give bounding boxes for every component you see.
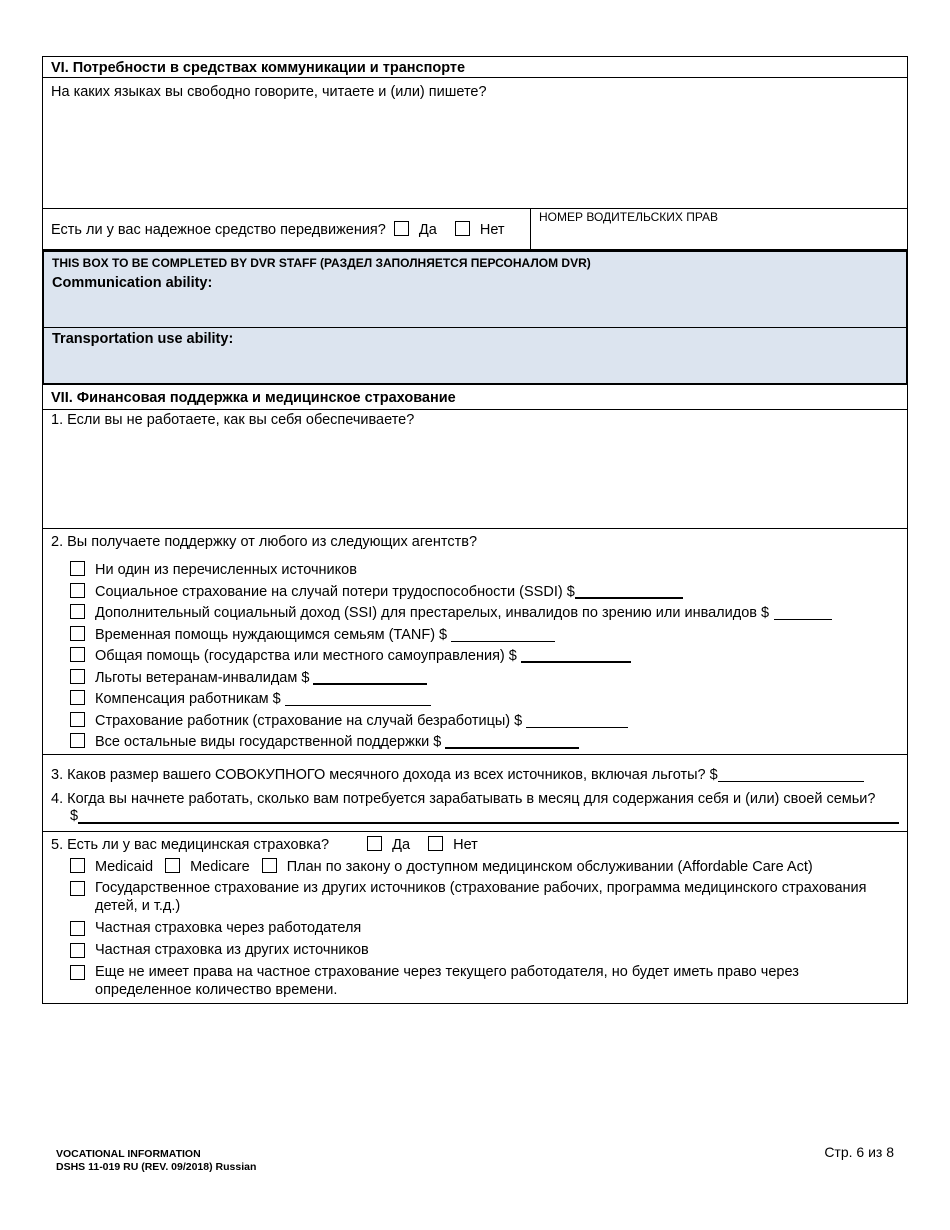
- agency-label: Дополнительный социальный доход (SSI) для престарелых, инвалидов по зрению или инвалидов $: [95, 605, 770, 621]
- private-insurance-checkbox[interactable]: [70, 943, 85, 958]
- q2-question: 2. Вы получаете поддержку от любого из следующих агентств?: [51, 534, 478, 550]
- agency-checkbox[interactable]: [70, 712, 85, 727]
- employer-insurance-label: Частная страховка через работодателя: [95, 920, 362, 936]
- q1-field[interactable]: [42, 410, 908, 529]
- agency-checkbox[interactable]: [70, 647, 85, 662]
- license-field[interactable]: [531, 209, 907, 249]
- q5-block: [42, 832, 908, 1004]
- footer-title: VOCATIONAL INFORMATION: [56, 1148, 201, 1160]
- agency-checkbox[interactable]: [70, 583, 85, 598]
- agency-item: [70, 646, 907, 668]
- not-eligible-label: Еще не имеет права на частное страхование через текущего работодателя, но будет иметь право через определенное количество времени.: [95, 964, 799, 998]
- languages-field[interactable]: [42, 78, 908, 209]
- agency-item: [70, 560, 907, 582]
- communication-ability-field[interactable]: [44, 252, 906, 328]
- insurance-option: [43, 941, 907, 959]
- aca-label: План по закону о доступном медицинском обслуживании (Affordable Care Act): [286, 859, 813, 875]
- not-eligible-checkbox[interactable]: [70, 965, 85, 980]
- transport-question: Есть ли у вас надежное средство передвижения?: [51, 222, 386, 238]
- q3-question: 3. Каков размер вашего СОВОКУПНОГО месячного дохода из всех источников, включая льготы? $: [51, 767, 718, 783]
- transport-yes-checkbox[interactable]: [394, 221, 409, 236]
- unemployment-amount-field[interactable]: [526, 712, 628, 728]
- q4-amount-field[interactable]: [78, 807, 899, 824]
- medicare-label: Medicare: [190, 859, 250, 875]
- section-6-title: VI. Потребности в средствах коммуникации и транспорте: [42, 56, 908, 78]
- veterans-amount-field[interactable]: [313, 668, 427, 685]
- workers-comp-amount-field[interactable]: [285, 690, 431, 706]
- agency-checkbox[interactable]: [70, 690, 85, 705]
- agency-checkbox[interactable]: [70, 604, 85, 619]
- agency-label: Все остальные виды государственной поддержки $: [95, 734, 442, 750]
- general-aid-amount-field[interactable]: [521, 646, 631, 663]
- ssdi-amount-field[interactable]: [575, 582, 683, 599]
- agency-label: Льготы ветеранам-инвалидам $: [95, 669, 310, 686]
- aca-checkbox[interactable]: [262, 858, 277, 873]
- medicaid-label: Medicaid: [95, 859, 154, 875]
- q2-block: [42, 529, 908, 755]
- public-insurance-checkbox[interactable]: [70, 881, 85, 896]
- q1-question: 1. Если вы не работаете, как вы себя обеспечиваете?: [51, 412, 415, 428]
- agency-label: Социальное страхование на случай потери трудоспособности (SSDI) $: [95, 583, 575, 600]
- q4-answer-row: [43, 807, 907, 824]
- medicaid-checkbox[interactable]: [70, 858, 85, 873]
- agency-label: Компенсация работникам $: [95, 691, 281, 707]
- insurance-yes-label: Да: [392, 837, 411, 853]
- agency-item: [70, 732, 907, 754]
- agency-label: Временная помощь нуждающимся семьям (TANF) $: [95, 626, 448, 643]
- form: [42, 56, 908, 1004]
- q4-dollar: $: [70, 808, 79, 824]
- communication-ability-label: Communication ability:: [52, 275, 213, 291]
- q3-q4-block: [42, 755, 908, 832]
- footer-form-id: [56, 1148, 256, 1174]
- page-number: Стр. 6 из 8: [824, 1144, 894, 1160]
- public-insurance-label: Государственное страхование из других источников (страхование рабочих, программа медицинского страхования детей, и т.д.): [95, 880, 867, 914]
- transport-row: [42, 209, 908, 250]
- transportation-ability-label: Transportation use ability:: [52, 331, 234, 347]
- license-label: НОМЕР ВОДИТЕЛЬСКИХ ПРАВ: [539, 210, 719, 224]
- q5-row: [43, 832, 907, 853]
- dvr-staff-box: [42, 250, 908, 385]
- q4-question: 4. Когда вы начнете работать, сколько вам потребуется зарабатывать в месяц для содержания себя и (или) своей семьи?: [51, 791, 876, 807]
- medicare-checkbox[interactable]: [165, 858, 180, 873]
- agency-list: [43, 550, 907, 754]
- transport-no-checkbox[interactable]: [455, 221, 470, 236]
- agency-item: [70, 603, 907, 625]
- agency-item: [70, 625, 907, 647]
- agency-label: Ни один из перечисленных источников: [95, 562, 357, 578]
- agency-item: [70, 582, 907, 604]
- agency-label: Общая помощь (государства или местного самоуправления) $: [95, 648, 517, 664]
- agency-checkbox[interactable]: [70, 626, 85, 641]
- agency-label: Страхование работник (страхование на случай безработицы) $: [95, 712, 523, 729]
- insurance-yes-checkbox[interactable]: [367, 836, 382, 851]
- q3-amount-field[interactable]: [718, 766, 864, 782]
- transport-no-label: Нет: [479, 222, 505, 238]
- section-7-title: VII. Финансовая поддержка и медицинское страхование: [42, 385, 908, 410]
- agency-checkbox[interactable]: [70, 561, 85, 576]
- insurance-option: [43, 963, 870, 999]
- footer-form-number: DSHS 11-019 RU (REV. 09/2018) Russian: [56, 1161, 257, 1173]
- staff-box-header: THIS BOX TO BE COMPLETED BY DVR STAFF (РАЗДЕЛ ЗАПОЛНЯЕТСЯ ПЕРСОНАЛОМ DVR): [52, 256, 591, 270]
- employer-insurance-checkbox[interactable]: [70, 921, 85, 936]
- insurance-no-label: Нет: [453, 837, 478, 853]
- agency-checkbox[interactable]: [70, 669, 85, 684]
- insurance-type-row: [43, 853, 907, 875]
- insurance-option: [43, 919, 907, 937]
- transport-yes-label: Да: [418, 222, 437, 238]
- q3-row: [43, 755, 907, 783]
- transport-question-cell: [43, 209, 531, 249]
- agency-item: [70, 668, 907, 690]
- insurance-option: [43, 879, 870, 915]
- agency-item: [70, 689, 907, 711]
- ssi-amount-field[interactable]: [774, 604, 832, 620]
- private-insurance-label: Частная страховка из других источников: [95, 942, 369, 958]
- languages-question: На каких языках вы свободно говорите, читаете и (или) пишете?: [51, 84, 487, 100]
- transportation-ability-field[interactable]: [44, 328, 906, 383]
- insurance-no-checkbox[interactable]: [428, 836, 443, 851]
- agency-checkbox[interactable]: [70, 733, 85, 748]
- q5-question: 5. Есть ли у вас медицинская страховка?: [51, 837, 330, 853]
- other-aid-amount-field[interactable]: [445, 732, 579, 749]
- agency-item: [70, 711, 907, 733]
- tanf-amount-field[interactable]: [451, 626, 555, 642]
